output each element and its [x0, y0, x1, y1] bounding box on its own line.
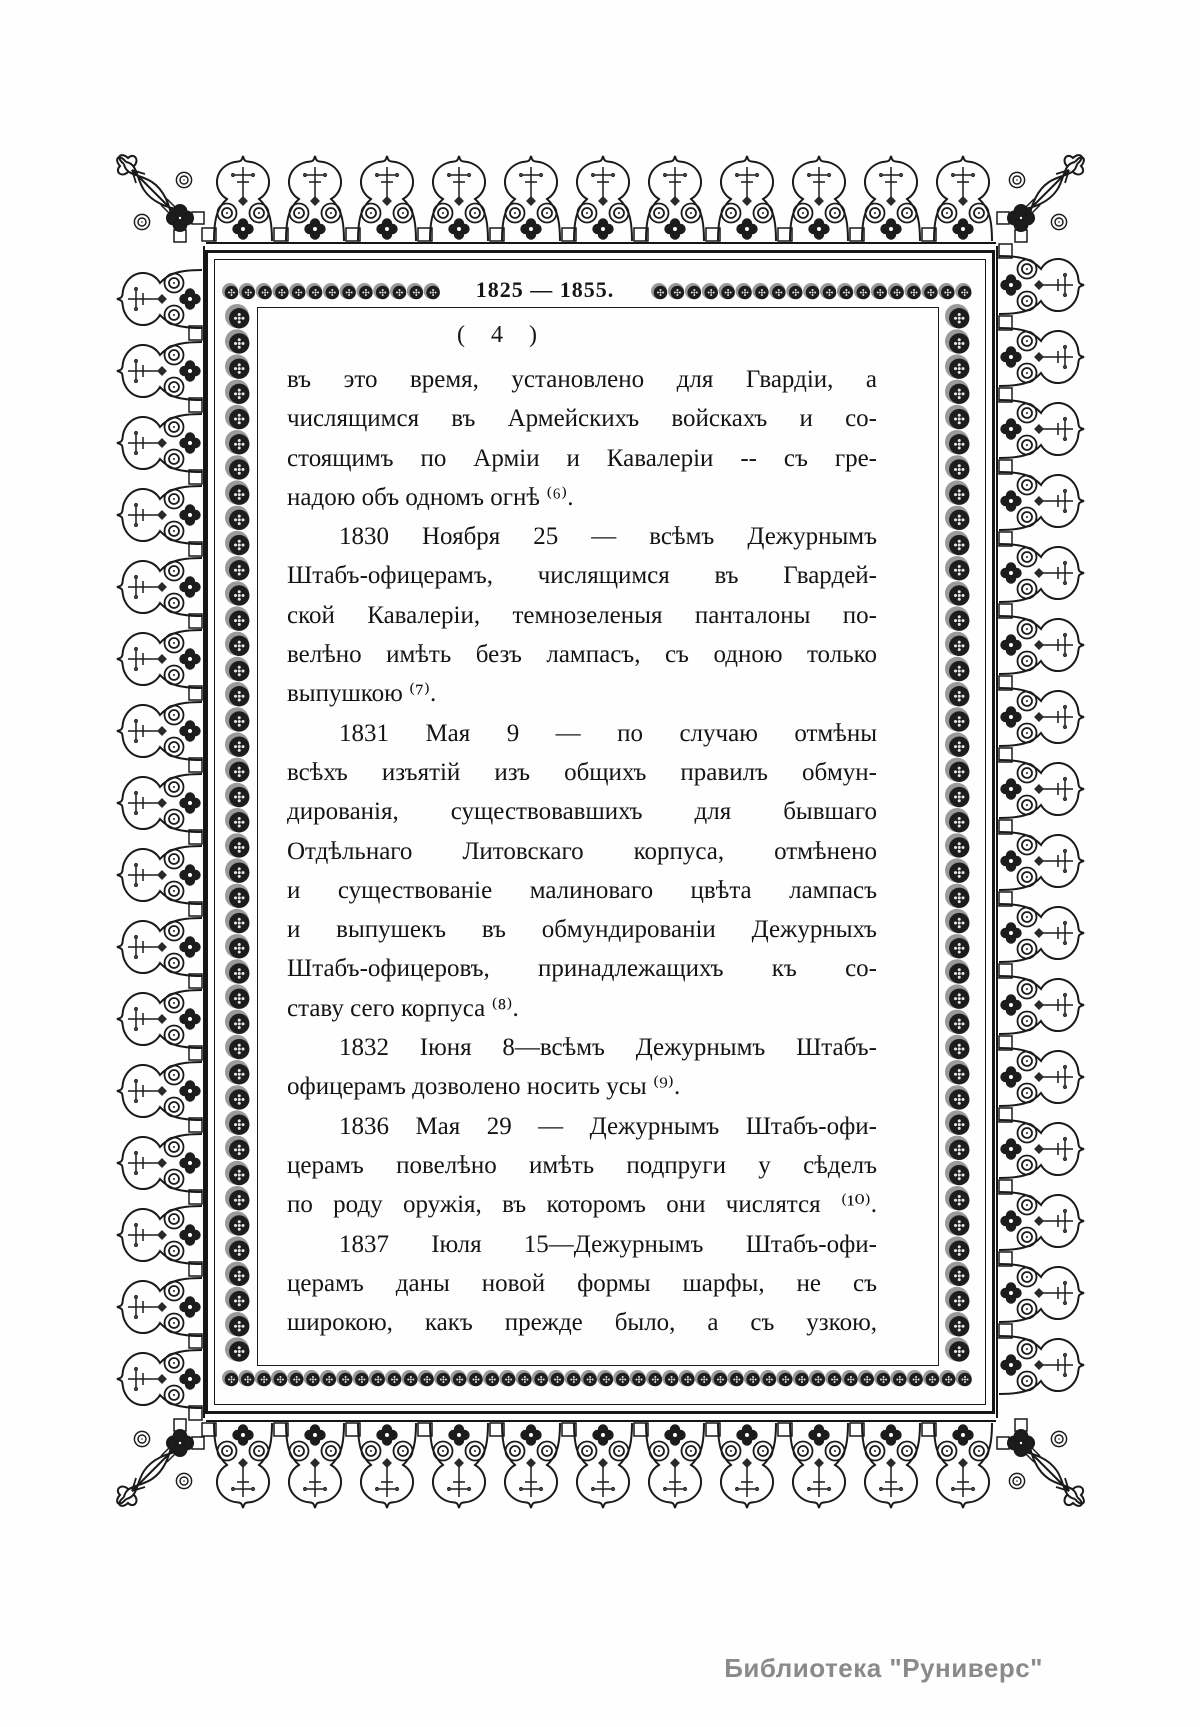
- text-line: 1831 Мая 9 — по случаю отмѣны: [339, 719, 877, 747]
- text-line: стоящимъ по Арміи и Кавалеріи -- съ гре-: [287, 444, 877, 472]
- text-line: 1832 Іюня 8—всѣмъ Дежурнымъ Штабъ-: [339, 1034, 877, 1062]
- text-line: Отдѣльнаго Литовскаго корпуса, отмѣнено: [287, 837, 877, 865]
- text-line: велѣно имѣть безъ лампасъ, съ одною только: [287, 641, 877, 669]
- text-line: и существованіе малиноваго цвѣта лампасъ: [287, 876, 877, 904]
- header-year-range: 1825 — 1855.: [475, 277, 615, 302]
- text-line: дированія, существовавшихъ для бывшаго: [287, 798, 877, 826]
- border-ornament-right: [994, 246, 1088, 1418]
- text-line: 1836 Мая 29 — Дежурнымъ Штабъ-офи-: [339, 1112, 877, 1140]
- rosette-band-left: [224, 304, 250, 1364]
- text-line: въ это время, установлено для Гвардіи, а: [287, 366, 877, 393]
- rosette-band-top-left: [222, 281, 440, 301]
- page-number: ( 4 ): [457, 322, 547, 348]
- library-watermark: Библиотека "Руниверс": [724, 1653, 1043, 1683]
- text-line: ской Кавалеріи, темнозеленыя панталоны по-: [287, 601, 877, 629]
- text-line: надою объ одномъ огнѣ ⁽⁶⁾.: [287, 483, 574, 511]
- rosette-band-top-right: [650, 281, 972, 301]
- text-line: выпушкою ⁽⁷⁾.: [287, 680, 437, 708]
- text-line: офицерамъ дозволено носить усы ⁽⁹⁾.: [287, 1073, 681, 1101]
- corner-ornament-top-left: [112, 150, 207, 245]
- text-line: церамъ даны новой формы шарфы, не съ: [287, 1269, 877, 1297]
- corner-ornament-bottom-right: [994, 1416, 1089, 1511]
- text-line: ставу сего корпуса ⁽⁸⁾.: [287, 994, 519, 1022]
- rosette-band-bottom: [222, 1368, 972, 1388]
- border-ornament-top: [206, 152, 996, 246]
- text-line: числящимся въ Армейскихъ войскахъ и со-: [287, 405, 877, 433]
- text-line: и выпушекъ въ обмундированіи Дежурныхъ: [287, 916, 877, 944]
- text-line: церамъ повелѣно имѣть подпруги у сѣделъ: [287, 1151, 877, 1179]
- corner-ornament-bottom-left: [112, 1416, 207, 1511]
- text-line: 1837 Іюля 15—Дежурнымъ Штабъ-офи-: [339, 1230, 877, 1258]
- text-line: широкою, какъ прежде было, а съ узкою,: [287, 1309, 877, 1337]
- text-line: Штабъ-офицеровъ, принадлежащихъ къ со-: [287, 955, 877, 983]
- text-line: всѣхъ изъятій изъ общихъ правилъ обмун-: [287, 758, 877, 786]
- text-line: 1830 Ноября 25 — всѣмъ Дежурнымъ: [339, 523, 877, 551]
- body-text-block: [287, 360, 877, 1342]
- text-line: Штабъ-офицерамъ, числящимся въ Гвардей-: [287, 562, 877, 590]
- border-ornament-bottom: [206, 1418, 996, 1512]
- rosette-band-right: [944, 304, 970, 1364]
- text-line: по роду оружія, въ которомъ они числятся ⁽¹⁰⁾.: [287, 1191, 877, 1219]
- corner-ornament-top-right: [994, 150, 1089, 245]
- border-ornament-left: [113, 246, 207, 1418]
